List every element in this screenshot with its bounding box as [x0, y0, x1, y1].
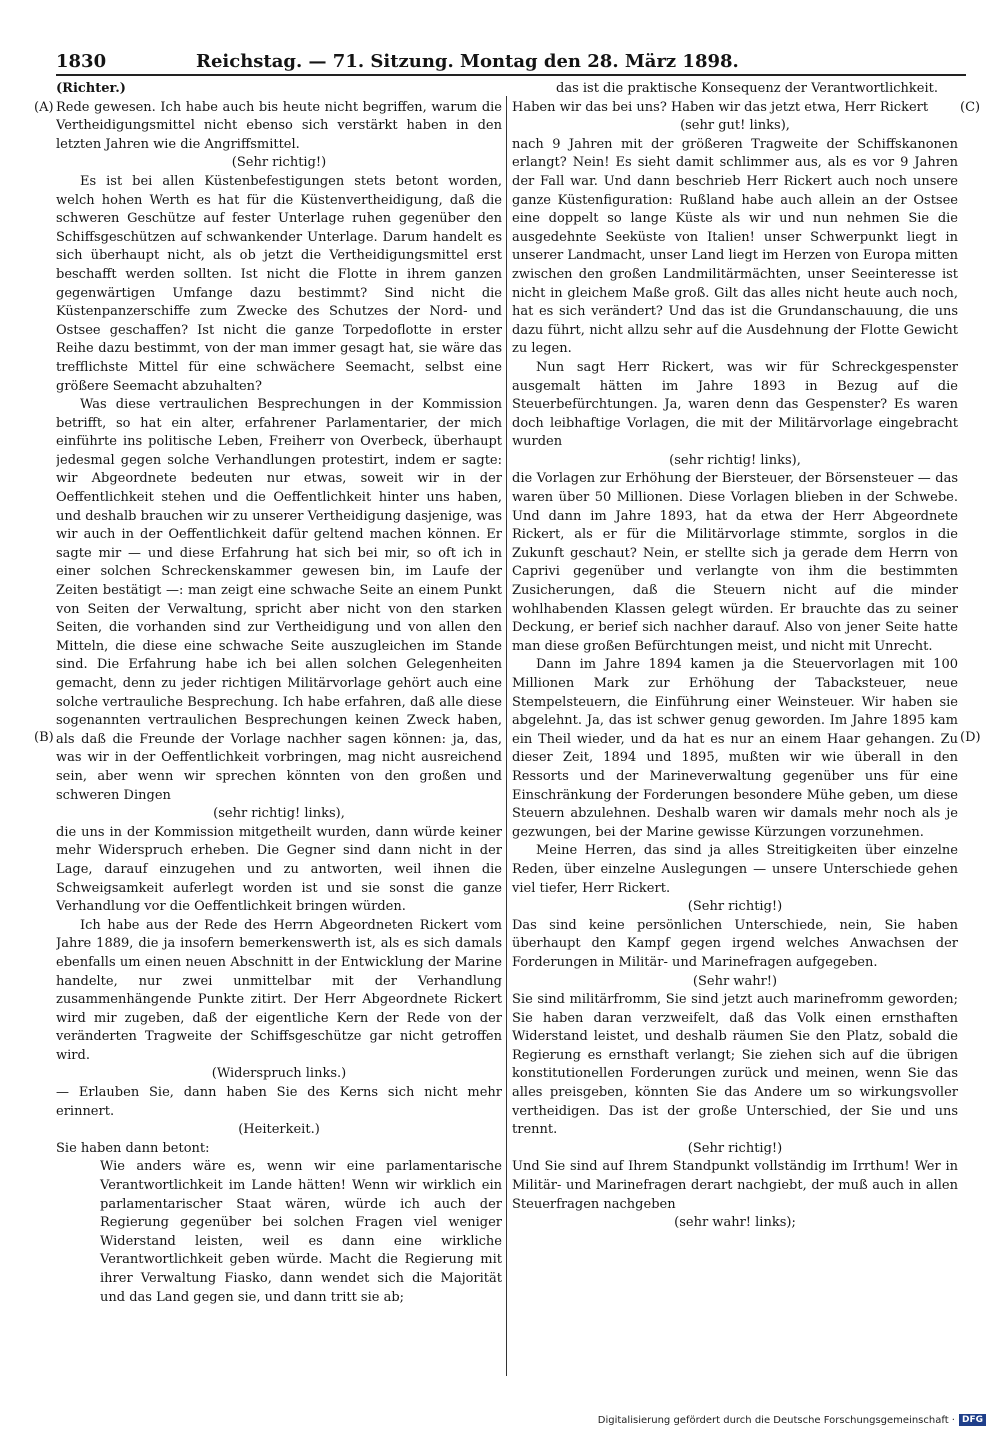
paragraph: Nun sagt Herr Rickert, was wir für Schreckgespenster ausgemalt hätten im Jahre 1893 in Bezug auf die Steuerbefürchtungen. Ja, waren denn das Gespenster? Es waren doch leibhaftige Vorlagen, die mit der Militärvorlage eingebracht wurden	[512, 359, 958, 450]
right-column	[512, 80, 958, 1376]
paragraph: das ist die praktische Konsequenz der Verantwortlichkeit.	[556, 81, 938, 96]
paragraph: die uns in der Kommission mitgetheilt wurden, dann würde keiner mehr Widerspruch erheben. Die Gegner sind dann nicht in der Lage, darauf einzugehen und zu antworten, weil ihnen die Schweigsamkeit auferlegt worden ist und sie sonst die ganze Verhandlung vor die Oeffentlichkeit bringen würden.	[56, 824, 502, 915]
interjection: (Heiterkeit.)	[238, 1122, 320, 1138]
paragraph: Und Sie sind auf Ihrem Standpunkt vollständig im Irrthum! Wer in Militär- und Marinefragen derart nachgiebt, der muß auch in allen Steuerfragen nachgeben	[512, 1159, 958, 1212]
header-rule	[56, 74, 966, 76]
paragraph: Ich habe aus der Rede des Herrn Abgeordneten Rickert vom Jahre 1889, die ja insofern bemerkenswerth ist, als es sich damals ebenfalls um einen neuen Abschnitt in der Entwicklung der Marine handelte, nur zwei unmittelbar mit der Verhandlung zusammenhängende Punkte zitirt. Der Herr Abgeordnete Rickert wird mir zugeben, daß der eigentliche Kern der Rede von der veränderten Tragweite der Schiffsgeschütze gar nicht getroffen wird.	[56, 917, 502, 1063]
paragraph: Haben wir das bei uns? Haben wir das jetzt etwa, Herr Rickert	[512, 99, 929, 115]
paragraph: Sie sind militärfromm, Sie sind jetzt auch marinefromm geworden; Sie haben daran verzweifelt, daß das Volk einen ernsthaften Widerstand leistet, und deshalb räumen Sie den Platz, sobald die Regierung es ernsthaft verlangt; Sie ziehen sich auf die übrigen konstitutionellen Forderungen zurück und meinen, wenn Sie das alles preisgeben, könnten Sie das Andere um so wirkungsvoller vertheidigen. Das ist der große Unterschied, der Sie und uns trennt.	[512, 992, 958, 1138]
credit-text: Digitalisierung gefördert durch die Deutsche Forschungsgemeinschaft ·	[597, 1414, 955, 1426]
dfg-logo: DFG	[959, 1414, 986, 1426]
digitization-credit	[598, 1414, 986, 1426]
page-header	[56, 48, 966, 74]
interjection: (Sehr richtig!)	[231, 155, 327, 171]
paragraph: nach 9 Jahren mit der größeren Tragweite der Schiffskanonen erlangt? Nein! Es sieht damit schlimmer aus, als es vor 9 Jahren der Fall war. Und dann beschrieb Herr Rickert auch noch unsere ganze Küstenfiguration: Rußland habe auch allein an der Ostsee eine doppelt so lange Küste als wir und nun nehmen Sie die ausgedehnte Seeküste von Italien! unser Schwerpunkt liegt in unserer Landmacht, unser Land liegt im Herzen von Europa mitten zwischen den großen Landmilitärmächten, unser Seeinteresse ist nicht in gleichem Maße groß. Gilt das alles nicht heute auch noch, hat es sich verändert? Und das ist die Grundanschauung, die uns dazu führt, nicht allzu sehr auf die Ausdehnung der Flotte Gewicht zu legen.	[512, 136, 958, 357]
interjection: (Sehr wahr!)	[692, 973, 778, 989]
page-number: 1830	[56, 50, 107, 72]
interjection: (sehr richtig! links),	[213, 806, 345, 822]
margin-marker-d: (D)	[960, 730, 981, 745]
interjection: (sehr wahr! links);	[674, 1215, 796, 1231]
speaker-name: (Richter.)	[56, 81, 126, 96]
paragraph: Was diese vertraulichen Besprechungen in der Kommission betrifft, so hat ein alter, erfahrener Parlamentarier, der mich einführte ins politische Leben, Freiherr von Overbeck, überhaupt jedesmal gegen solche Verhandlungen protestirt, indem er sagte: wir Abgeordnete bedeuten nur etwas, soweit wir in der Oeffentlichkeit stehen und die Oeffentlichkeit hinter uns haben, und deshalb brauchen wir zu unserer Vertheidigung dasjenige, was wir auch in der Oeffentlichkeit dafür geltend machen können. Er sagte mir — und diese Erfahrung hat sich bei mir, so oft ich in einer solchen Schreckenskammer gewesen bin, im Laufe der Zeiten bestätigt —: man zeigt eine schwache Seite an einem Punkt von Seiten der Verwaltung, spricht aber nicht von den starken Seiten, die vorhanden sind zur Vertheidigung und von allen den Mitteln, die diese eine schwache Seite auszugleichen im Stande sind. Die Erfahrung habe ich bei allen solchen Gelegenheiten gemacht, denn zu jeder richtigen Militärvorlage gehört auch eine solche vertrauliche Besprechung. Ich habe erfahren, daß alle diese sogenannten vertraulichen Besprechungen keinen Zweck haben, als daß die Freunde der Vorlage nachher sagen können: ja, das, was wir in der Oeffentlichkeit vorbringen, mag nicht ausreichend sein, aber wenn wir sprechen könnten von den großen und schweren Dingen	[56, 397, 502, 803]
paragraph: Sie haben dann betont:	[56, 1140, 210, 1156]
paragraph: — Erlauben Sie, dann haben Sie des Kerns sich nicht mehr erinnert.	[56, 1085, 502, 1119]
paragraph: die Vorlagen zur Erhöhung der Biersteuer, der Börsensteuer — das waren über 50 Millionen. Diese Vorlagen blieben in der Schwebe. Und dann im Jahre 1893, hat da etwa der Herr Abgeordnete Rickert, als er für die Militärvorlage stimmte, sorglos in die Zukunft geschaut? Nein, er stellte sich ja gerade dem Herrn von Caprivi gegenüber und verlangte von ihm die bestimmten Zusicherungen, daß die Steuern nicht auf die minder wohlhabenden Klassen gelegt würden. Er brauchte das zu seiner Deckung, er berief sich nachher darauf. Also von jener Seite hatte man diese großen Befürchtungen meist, und nicht mit Unrecht.	[512, 471, 958, 654]
interjection: (Sehr richtig!)	[687, 1140, 783, 1156]
paragraph: Meine Herren, das sind ja alles Streitigkeiten über einzelne Reden, über einzelne Auslegungen — unsere Unterschiede gehen viel tiefer, Herr Rickert.	[512, 843, 958, 896]
left-column	[56, 80, 502, 1376]
paragraph: Rede gewesen. Ich habe auch bis heute nicht begriffen, warum die Vertheidigungsmittel nicht ebenso sich verstärkt haben in den letzten Jahren wie die Angriffsmittel.	[56, 99, 502, 152]
paragraph: Wie anders wäre es, wenn wir eine parlamentarische Verantwortlichkeit im Lande hätten! Wenn wir wirklich ein parlamentarischer Staat wären, würde ich auch der Regierung gegenüber bei solchen Fragen viel weniger Widerstand leisten, weil es dann eine wirkliche Verantwortlichkeit geben würde. Macht die Regierung mit ihrer Verwaltung Fiasko, dann wendet sich die Majorität und das Land gegen sie, und dann tritt sie ab;	[100, 1159, 502, 1305]
interjection: (Sehr richtig!)	[687, 899, 783, 915]
interjection: (sehr richtig! links),	[669, 452, 801, 468]
interjection: (Widerspruch links.)	[211, 1066, 347, 1082]
margin-marker-a: (A)	[34, 100, 54, 115]
margin-marker-b: (B)	[34, 730, 54, 745]
paragraph: Dann im Jahre 1894 kamen ja die Steuervorlagen mit 100 Millionen Mark zur Erhöhung der Tabacksteuer, neue Stempelsteuern, die Einführung einer Weinsteuer. Wir haben sie abgelehnt. Ja, das ist schwer genug geworden. Im Jahre 1895 kam ein Theil wieder, und da hat es nur an einem Haar gehangen. Zu dieser Zeit, 1894 und 1895, mußten wir wie überall in den Ressorts und der Marineverwaltung gegenüber uns für eine Einschränkung der Forderungen besondere Mühe geben, um diese Steuern abzulehnen. Deshalb waren wir damals mehr noch als je gezwungen, bei der Marine gewisse Kürzungen vorzunehmen.	[512, 657, 958, 840]
paragraph: Es ist bei allen Küstenbefestigungen stets betont worden, welch hohen Werth es hat für die Küstenvertheidigung, daß die schweren Geschütze auf fester Unterlage ruhen gegenüber den Schiffsgeschützen auf schwankender Unterlage. Darum handelt es sich überhaupt nicht, als ob jetzt die Vertheidigungsmittel erst beschafft werden sollten. Ist nicht die Flotte in ihrem ganzen gegenwärtigen Umfange dazu bestimmt? Sind nicht die Küstenpanzerschiffe zum Zwecke des Schutzes der Nord- und Ostsee geschaffen? Ist nicht die ganze Torpedoflotte in erster Reihe dazu bestimmt, von der man immer gesagt hat, sie wäre das trefflichste Mittel für eine schwächere Seemacht, selbst eine größere Seemacht abzuhalten?	[56, 173, 502, 394]
paragraph: Das sind keine persönlichen Unterschiede, nein, Sie haben überhaupt den Kampf gegen irgend welches Anwachsen der Forderungen in Militär- und Marinefragen aufgegeben.	[512, 917, 958, 970]
running-head: Reichstag. — 71. Sitzung. Montag den 28. März 1898.	[196, 50, 739, 72]
column-divider	[506, 96, 507, 1376]
interjection: (sehr gut! links),	[680, 118, 790, 134]
margin-marker-c: (C)	[960, 100, 981, 115]
